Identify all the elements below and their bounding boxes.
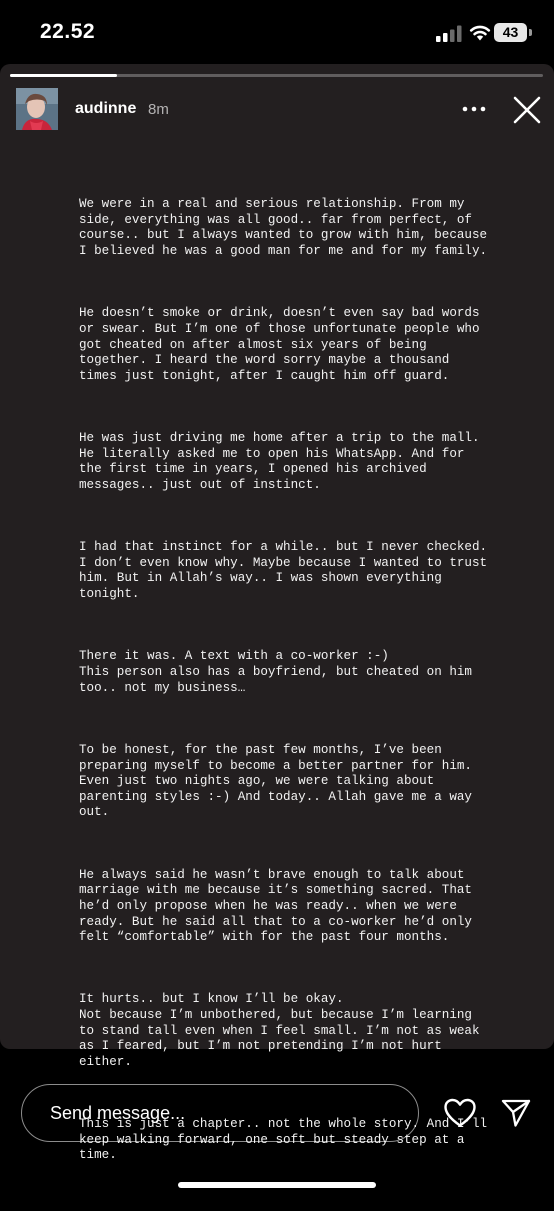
send-icon — [500, 1097, 532, 1129]
home-indicator[interactable] — [178, 1182, 376, 1188]
status-bar — [0, 0, 554, 64]
story-username[interactable]: audinne — [75, 100, 137, 117]
story-text — [79, 166, 495, 1211]
story-progress-fill — [10, 74, 117, 77]
close-icon — [510, 93, 544, 127]
story-paragraph: We were in a real and serious relationship. From my side, everything was all good.. far from perfect, of course.. but I always wanted to grow with him, because I believed he was a good man for me and for my family. — [79, 197, 495, 258]
story-paragraph: There it was. A text with a co-worker :-) This person also has a boyfriend, but cheated on him too.. not my business… — [79, 649, 472, 695]
like-button[interactable] — [443, 1097, 477, 1129]
status-time: 22.52 — [40, 20, 96, 43]
send-button[interactable] — [500, 1097, 532, 1129]
avatar[interactable] — [16, 88, 58, 130]
cellular-signal-icon — [436, 25, 462, 42]
story-paragraph: It hurts.. but I know I’ll be okay. Not because I’m unbothered, but because I’m learning to stand tall even when I feel small. I’m not as weak as I feared, but I’m not pretending I’m not hurt either. — [79, 992, 480, 1069]
story-paragraph: He doesn’t smoke or drink, doesn’t even say bad words or swear. But I’m one of those unfortunate people who got cheated on after almost six years of being together. I heard the word sorry maybe a thousand times just tonight, after I caught him off guard. — [79, 306, 488, 383]
heart-icon — [443, 1097, 477, 1129]
more-options-button[interactable] — [458, 98, 490, 120]
story-paragraph: To be honest, for the past few months, I’ve been preparing myself to become a better partner for him. Even just two nights ago, we were talking about parenting styles :-) And today.. Allah gave me a way out. — [79, 742, 480, 820]
battery-level: 43 — [502, 24, 519, 40]
story-paragraph: This is just a chapter.. not the whole story. And I’ll keep walking forward, one soft but steady step at a time. — [79, 1117, 495, 1163]
battery-indicator — [494, 23, 532, 42]
send-message-placeholder: Send message... — [50, 1103, 186, 1123]
story-paragraph: I had that instinct for a while.. but I never checked. I don’t even know why. Maybe because I wanted to trust him. But in Allah’s way.. I was shown everything tonight. — [79, 540, 495, 602]
story-progress-bar — [10, 74, 543, 77]
wifi-icon — [469, 23, 491, 42]
story-paragraph: He always said he wasn’t brave enough to talk about marriage with me because it’s something sacred. That he’d only propose when he was ready.. when we were ready. But he said all that to a co-worker he’d only felt “comfortable” with for the past four months. — [79, 867, 480, 945]
story-timestamp: 8m — [148, 101, 169, 118]
story-paragraph: He was just driving me home after a trip to the mall. He literally asked me to open his WhatsApp. And for the first time in years, I opened his archived messages.. just out of instinct. — [79, 431, 488, 492]
avatar-image — [16, 88, 58, 130]
send-message-input[interactable] — [21, 1084, 419, 1142]
more-horizontal-icon — [458, 98, 490, 120]
close-button[interactable] — [510, 93, 544, 127]
